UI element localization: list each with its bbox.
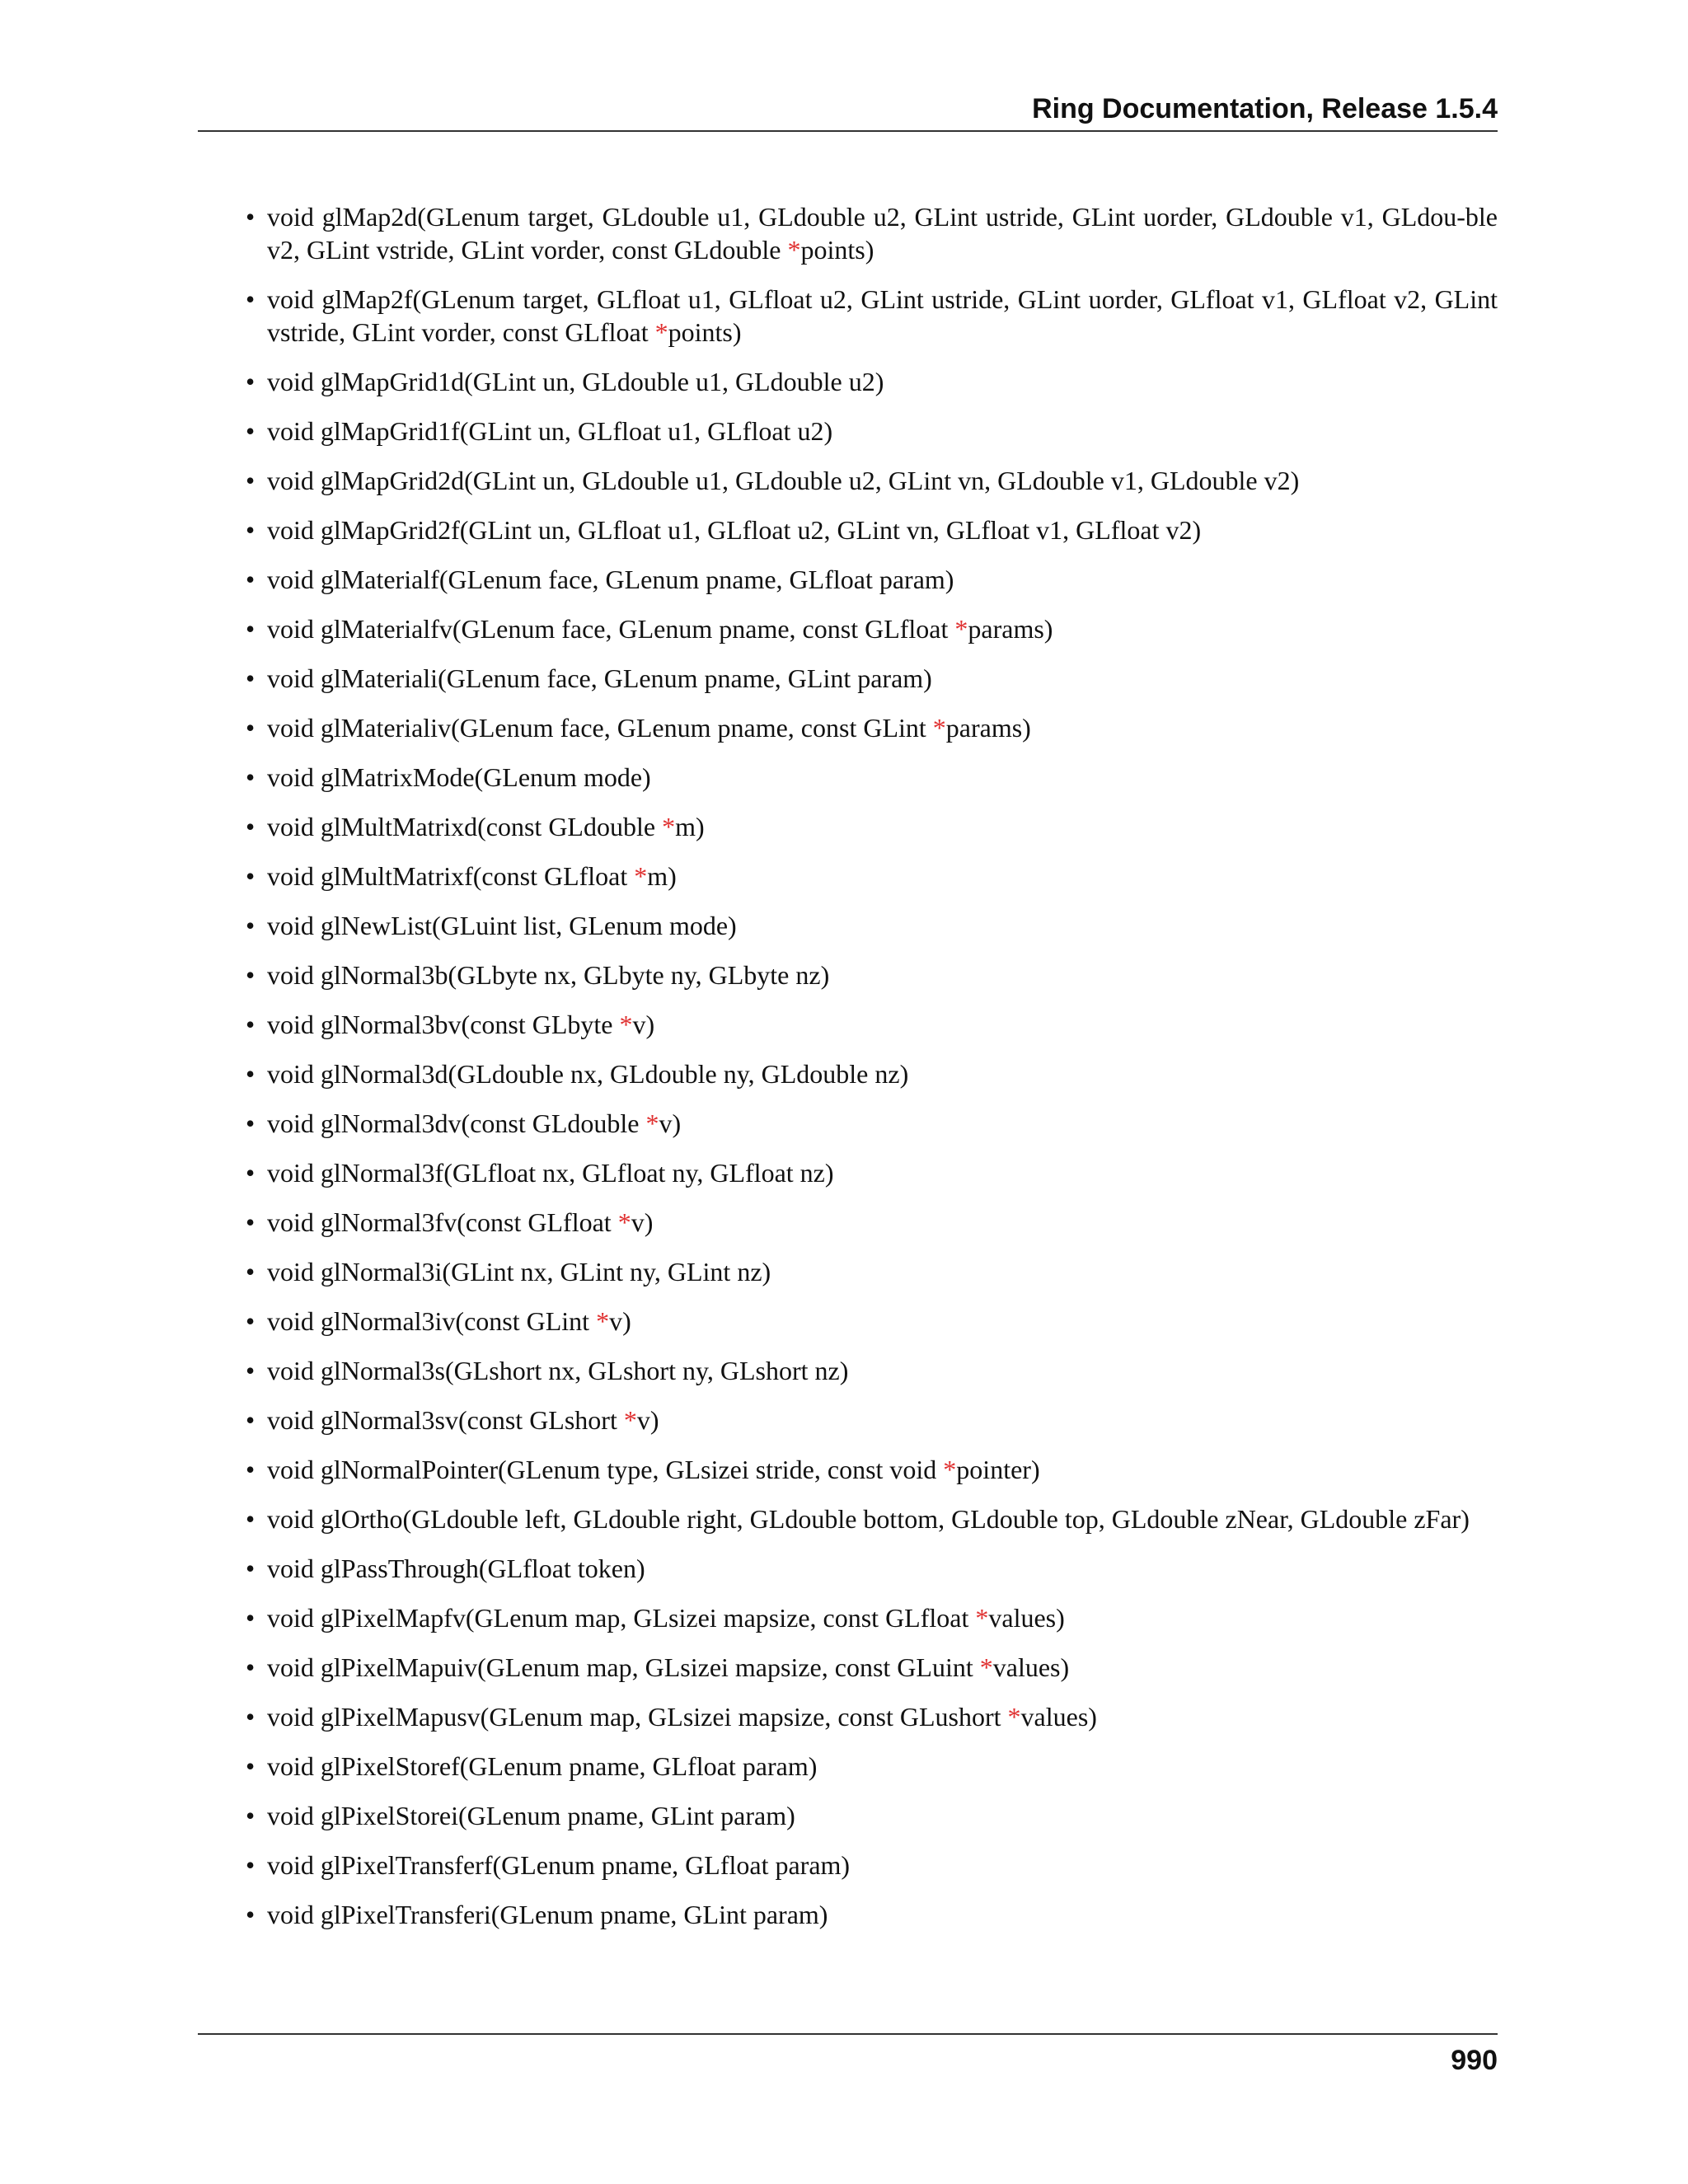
list-item	[246, 1651, 1498, 1684]
list-item	[246, 1750, 1498, 1783]
function-signature-tail: values)	[992, 1652, 1070, 1682]
pointer-asterisk: *	[654, 317, 668, 347]
pointer-asterisk: *	[619, 1010, 633, 1039]
function-list	[246, 200, 1498, 1947]
list-item	[246, 1700, 1498, 1733]
bullet-icon: •	[246, 713, 256, 743]
list-item	[246, 1057, 1498, 1090]
pointer-asterisk: *	[943, 1455, 957, 1484]
bullet-icon: •	[246, 466, 256, 495]
pointer-asterisk: *	[975, 1603, 989, 1633]
bullet-icon: •	[246, 861, 256, 891]
function-signature: void glNormal3d(GLdouble nx, GLdouble ny, GLdouble nz)	[267, 1059, 909, 1089]
list-item	[246, 1156, 1498, 1189]
bullet-icon: •	[246, 1554, 256, 1583]
pointer-asterisk: *	[979, 1652, 993, 1682]
bullet-icon: •	[246, 960, 256, 990]
list-item	[246, 415, 1498, 448]
pointer-asterisk: *	[1007, 1702, 1021, 1732]
bullet-icon: •	[246, 663, 256, 693]
pointer-asterisk: *	[596, 1306, 610, 1336]
function-signature: void glMapGrid1d(GLint un, GLdouble u1, GLdouble u2)	[267, 367, 884, 396]
bullet-icon: •	[246, 1108, 256, 1138]
list-item	[246, 1107, 1498, 1140]
function-signature-tail: points)	[800, 235, 874, 265]
function-signature-tail: m)	[647, 861, 677, 891]
pointer-asterisk: *	[623, 1405, 637, 1435]
list-item	[246, 1898, 1498, 1931]
bullet-icon: •	[246, 1257, 256, 1286]
function-signature: void glMapGrid1f(GLint un, GLfloat u1, GLfloat u2)	[267, 416, 833, 446]
list-item	[246, 513, 1498, 546]
function-signature-tail: v)	[636, 1405, 659, 1435]
list-item	[246, 1404, 1498, 1436]
bullet-icon: •	[246, 284, 256, 314]
function-signature-tail: points)	[668, 317, 742, 347]
list-item	[246, 200, 1498, 266]
bullet-icon: •	[246, 614, 256, 644]
list-item	[246, 464, 1498, 497]
function-signature-tail: v)	[631, 1207, 654, 1237]
list-item	[246, 810, 1498, 843]
function-signature: void glPixelMapuiv(GLenum map, GLsizei mapsize, const GLuint	[267, 1652, 980, 1682]
function-signature: void glMultMatrixd(const GLdouble	[267, 812, 663, 841]
footer-rule	[198, 2033, 1498, 2035]
bullet-icon: •	[246, 812, 256, 841]
function-signature-tail: v)	[632, 1010, 655, 1039]
page-number: 990	[1451, 2045, 1498, 2076]
function-signature-tail: params)	[968, 614, 1053, 644]
function-signature: void glPassThrough(GLfloat token)	[267, 1554, 645, 1583]
bullet-icon: •	[246, 1158, 256, 1188]
bullet-icon: •	[246, 1850, 256, 1880]
list-item	[246, 1255, 1498, 1288]
function-signature: void glNormal3iv(const GLint	[267, 1306, 597, 1336]
list-item	[246, 1453, 1498, 1486]
function-signature: void glMap2d(GLenum target, GLdouble u1, GLdouble u2, GLint ustride, GLint uorder, GLdouble v1, GLdou-ble v2, GLint vstride, GLint vorder, const GLdouble	[267, 202, 1498, 265]
list-item	[246, 1502, 1498, 1535]
bullet-icon: •	[246, 1405, 256, 1435]
list-item	[246, 1305, 1498, 1338]
list-item	[246, 1849, 1498, 1882]
list-item	[246, 958, 1498, 991]
function-signature: void glNormal3b(GLbyte nx, GLbyte ny, GLbyte nz)	[267, 960, 830, 990]
function-signature: void glMapGrid2f(GLint un, GLfloat u1, GLfloat u2, GLint vn, GLfloat v1, GLfloat v2)	[267, 515, 1202, 545]
list-item	[246, 662, 1498, 695]
function-signature: void glPixelMapfv(GLenum map, GLsizei mapsize, const GLfloat	[267, 1603, 976, 1633]
function-signature: void glMateriali(GLenum face, GLenum pname, GLint param)	[267, 663, 932, 693]
function-signature: void glMaterialf(GLenum face, GLenum pname, GLfloat param)	[267, 565, 954, 594]
function-signature-tail: values)	[988, 1603, 1065, 1633]
bullet-icon: •	[246, 1059, 256, 1089]
function-signature: void glNormal3sv(const GLshort	[267, 1405, 624, 1435]
list-item	[246, 761, 1498, 794]
function-signature: void glNewList(GLuint list, GLenum mode)	[267, 911, 737, 940]
list-item	[246, 365, 1498, 398]
bullet-icon: •	[246, 1010, 256, 1039]
list-item	[246, 1008, 1498, 1041]
bullet-icon: •	[246, 1900, 256, 1929]
list-item	[246, 1601, 1498, 1634]
pointer-asterisk: *	[634, 861, 648, 891]
pointer-asterisk: *	[787, 235, 801, 265]
list-item	[246, 563, 1498, 596]
pointer-asterisk: *	[645, 1108, 659, 1138]
bullet-icon: •	[246, 1455, 256, 1484]
function-signature: void glPixelMapusv(GLenum map, GLsizei mapsize, const GLushort	[267, 1702, 1008, 1732]
list-item	[246, 860, 1498, 893]
function-signature: void glNormal3bv(const GLbyte	[267, 1010, 620, 1039]
bullet-icon: •	[246, 1356, 256, 1385]
function-signature: void glNormal3fv(const GLfloat	[267, 1207, 618, 1237]
function-signature: void glNormal3dv(const GLdouble	[267, 1108, 646, 1138]
bullet-icon: •	[246, 1702, 256, 1732]
bullet-icon: •	[246, 1603, 256, 1633]
bullet-icon: •	[246, 1504, 256, 1534]
pointer-asterisk: *	[617, 1207, 631, 1237]
list-item	[246, 283, 1498, 349]
function-signature: void glMaterialiv(GLenum face, GLenum pname, const GLint	[267, 713, 933, 743]
header-rule	[198, 130, 1498, 132]
list-item	[246, 711, 1498, 744]
function-signature-tail: params)	[945, 713, 1031, 743]
function-signature: void glNormal3s(GLshort nx, GLshort ny, GLshort nz)	[267, 1356, 849, 1385]
bullet-icon: •	[246, 1652, 256, 1682]
list-item	[246, 612, 1498, 645]
function-signature: void glNormalPointer(GLenum type, GLsizei stride, const void	[267, 1455, 944, 1484]
pointer-asterisk: *	[662, 812, 676, 841]
list-item	[246, 1354, 1498, 1387]
bullet-icon: •	[246, 202, 256, 232]
bullet-icon: •	[246, 416, 256, 446]
function-signature-tail: values)	[1020, 1702, 1097, 1732]
function-signature: void glPixelTransferi(GLenum pname, GLint param)	[267, 1900, 828, 1929]
pointer-asterisk: *	[954, 614, 968, 644]
function-signature: void glPixelStoref(GLenum pname, GLfloat param)	[267, 1751, 818, 1781]
bullet-icon: •	[246, 367, 256, 396]
bullet-icon: •	[246, 1751, 256, 1781]
function-signature: void glNormal3i(GLint nx, GLint ny, GLint nz)	[267, 1257, 771, 1286]
list-item	[246, 1206, 1498, 1239]
function-signature: void glMap2f(GLenum target, GLfloat u1, GLfloat u2, GLint ustride, GLint uorder, GLfloat v1, GLfloat v2, GLint vstride, GLint vorder, const GLfloat	[267, 284, 1498, 347]
list-item	[246, 1552, 1498, 1585]
bullet-icon: •	[246, 515, 256, 545]
bullet-icon: •	[246, 911, 256, 940]
running-header: Ring Documentation, Release 1.5.4	[1032, 93, 1498, 124]
bullet-icon: •	[246, 762, 256, 792]
function-signature-tail: m)	[675, 812, 705, 841]
function-signature-tail: v)	[609, 1306, 631, 1336]
function-signature: void glOrtho(GLdouble left, GLdouble right, GLdouble bottom, GLdouble top, GLdouble zNear, GLdouble zFar)	[267, 1504, 1470, 1534]
bullet-icon: •	[246, 1801, 256, 1830]
function-signature: void glMapGrid2d(GLint un, GLdouble u1, GLdouble u2, GLint vn, GLdouble v1, GLdouble v2)	[267, 466, 1300, 495]
bullet-icon: •	[246, 565, 256, 594]
bullet-icon: •	[246, 1207, 256, 1237]
bullet-icon: •	[246, 1306, 256, 1336]
function-signature-tail: pointer)	[956, 1455, 1040, 1484]
function-signature: void glPixelStorei(GLenum pname, GLint param)	[267, 1801, 795, 1830]
pointer-asterisk: *	[932, 713, 946, 743]
list-item	[246, 1799, 1498, 1832]
function-signature: void glMultMatrixf(const GLfloat	[267, 861, 635, 891]
function-signature: void glPixelTransferf(GLenum pname, GLfloat param)	[267, 1850, 851, 1880]
list-item	[246, 909, 1498, 942]
function-signature: void glNormal3f(GLfloat nx, GLfloat ny, GLfloat nz)	[267, 1158, 834, 1188]
function-signature: void glMaterialfv(GLenum face, GLenum pname, const GLfloat	[267, 614, 955, 644]
function-signature: void glMatrixMode(GLenum mode)	[267, 762, 651, 792]
function-signature-tail: v)	[659, 1108, 682, 1138]
